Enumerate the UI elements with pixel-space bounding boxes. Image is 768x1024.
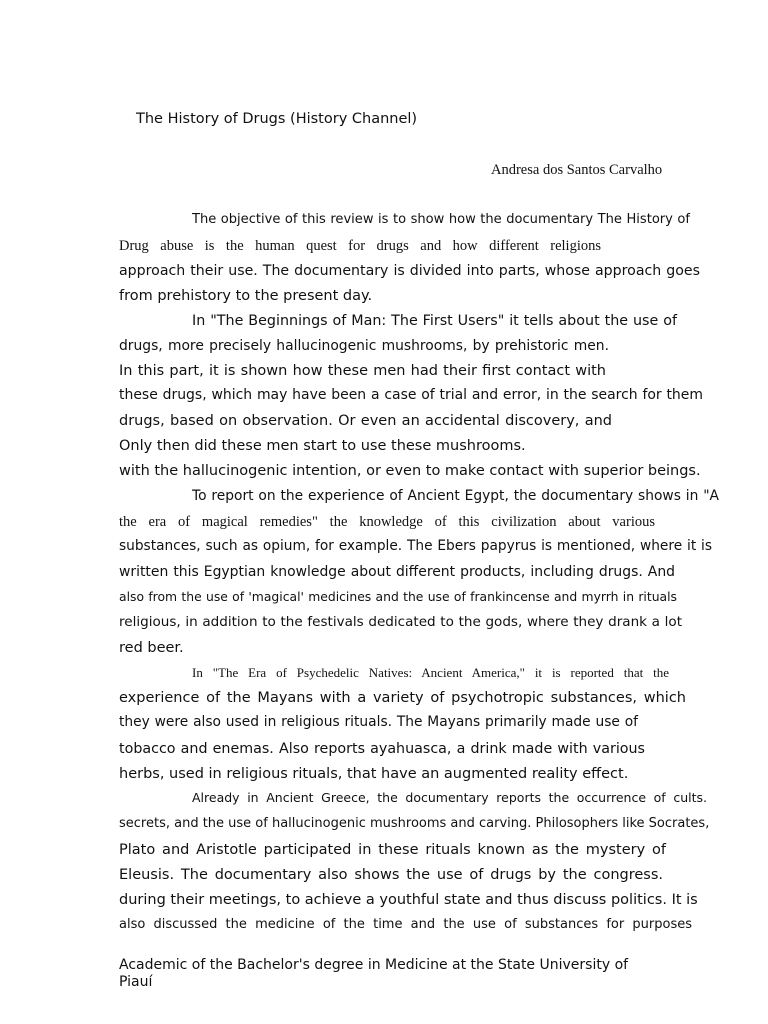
text-line: during their meetings, to achieve a youthful state and thus discuss politics. It is <box>119 892 698 908</box>
footnote-line: Academic of the Bachelor's degree in Medicine at the State University of <box>119 957 629 973</box>
text-line: these drugs, which may have been a case of trial and error, in the search for them <box>119 387 703 403</box>
text-line: they were also used in religious rituals. The Mayans primarily made use of <box>119 714 638 730</box>
text-line: In "The Beginnings of Man: The First Users" it tells about the use of <box>192 313 677 329</box>
text-line: In "The Era of Psychedelic Natives: Ancient America," it is reported that the <box>192 665 669 680</box>
text-line: In this part, it is shown how these men had their first contact with <box>119 363 606 379</box>
text-line: Already in Ancient Greece, the documentary reports the occurrence of cults. <box>192 790 707 805</box>
text-line: The objective of this review is to show how the documentary The History of <box>192 212 690 227</box>
footnote-line: Piauí <box>119 974 153 990</box>
text-line: drugs, based on observation. Or even an accidental discovery, and <box>119 413 612 429</box>
text-line: drugs, more precisely hallucinogenic mushrooms, by prehistoric men. <box>119 338 609 354</box>
text-line: secrets, and the use of hallucinogenic mushrooms and carving. Philosophers like Socrates, <box>119 816 710 831</box>
text-line: Eleusis. The documentary also shows the use of drugs by the congress. <box>119 867 663 883</box>
text-line: Drug abuse is the human quest for drugs and how different religions <box>119 238 601 254</box>
text-line: herbs, used in religious rituals, that have an augmented reality effect. <box>119 766 629 782</box>
text-line: from prehistory to the present day. <box>119 288 373 304</box>
text-line: religious, in addition to the festivals dedicated to the gods, where they drank a lot <box>119 614 682 630</box>
text-line: written this Egyptian knowledge about different products, including drugs. And <box>119 564 675 580</box>
text-line: also from the use of 'magical' medicines and the use of frankincense and myrrh in rituals <box>119 590 677 604</box>
text-line: tobacco and enemas. Also reports ayahuasca, a drink made with various <box>119 741 645 757</box>
text-line: the era of magical remedies" the knowledge of this civilization about various <box>119 514 655 530</box>
text-line: To report on the experience of Ancient Egypt, the documentary shows in "A <box>192 488 719 504</box>
text-line: approach their use. The documentary is divided into parts, whose approach goes <box>119 263 700 279</box>
document-title: The History of Drugs (History Channel) <box>136 111 418 127</box>
text-line: Plato and Aristotle participated in these rituals known as the mystery of <box>119 842 666 858</box>
text-line: red beer. <box>119 640 184 656</box>
author-name: Andresa dos Santos Carvalho <box>491 162 663 178</box>
text-line: also discussed the medicine of the time and the use of substances for purposes <box>119 917 692 932</box>
text-line: substances, such as opium, for example. The Ebers papyrus is mentioned, where it is <box>119 538 712 554</box>
text-line: with the hallucinogenic intention, or even to make contact with superior beings. <box>119 463 701 479</box>
text-line: experience of the Mayans with a variety of psychotropic substances, which <box>119 690 686 706</box>
text-line: Only then did these men start to use these mushrooms. <box>119 438 526 454</box>
